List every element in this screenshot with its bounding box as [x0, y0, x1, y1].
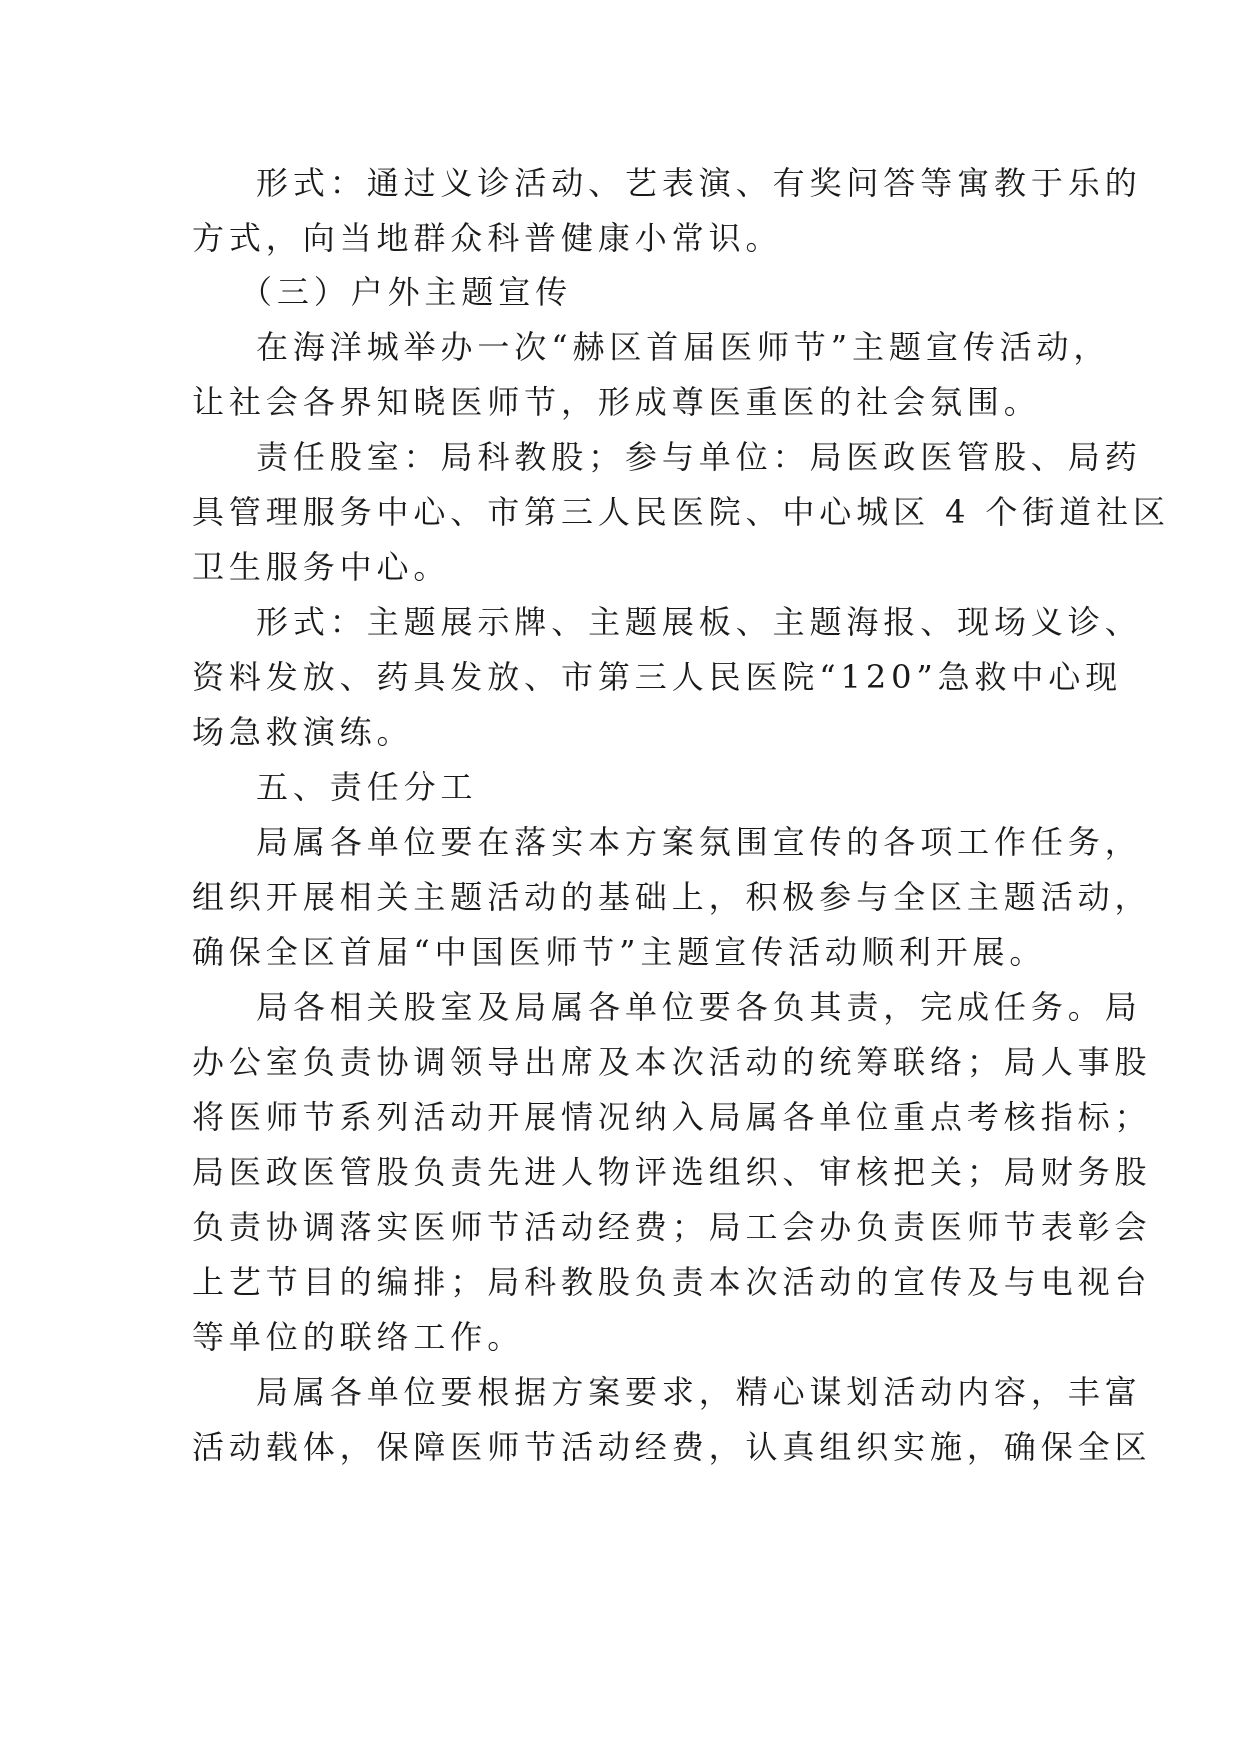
text-line: 责任股室：局科教股；参与单位：局医政医管股、局药: [256, 438, 1142, 476]
text-line: 在海洋城举办一次“赫区首届医师节”主题宣传活动，: [256, 328, 1111, 366]
text-line: 将医师节系列活动开展情况纳入局属各单位重点考核指标；: [192, 1098, 1152, 1136]
text-line: 等单位的联络工作。: [192, 1318, 525, 1356]
text-line: 上艺节目的编排；局科教股负责本次活动的宣传及与电视台: [192, 1263, 1152, 1301]
text-line: 让社会各界知晓医师节，形成尊医重医的社会氛围。: [192, 383, 1041, 421]
text-line: 活动载体，保障医师节活动经费，认真组织实施，确保全区: [192, 1428, 1152, 1466]
text-line: 局医政医管股负责先进人物评选组织、审核把关；局财务股: [192, 1153, 1152, 1191]
text-line: 形式：主题展示牌、主题展板、主题海报、现场义诊、: [256, 603, 1142, 641]
text-line: 组织开展相关主题活动的基础上，积极参与全区主题活动，: [192, 878, 1152, 916]
text-line: 负责协调落实医师节活动经费；局工会办负责医师节表彰会: [192, 1208, 1152, 1246]
text-line: 形式：通过义诊活动、艺表演、有奖问答等寓教于乐的: [256, 164, 1142, 202]
text-line: 办公室负责协调领导出席及本次活动的统筹联络；局人事股: [192, 1043, 1152, 1081]
text-line: 资料发放、药具发放、市第三人民医院“120”急救中心现: [192, 658, 1123, 696]
section-heading: 五、责任分工: [256, 768, 478, 806]
text-line: 方式，向当地群众科普健康小常识。: [192, 219, 783, 257]
text-line: 场急救演练。: [192, 713, 414, 751]
text-line: 卫生服务中心。: [192, 548, 451, 586]
text-line: 局各相关股室及局属各单位要各负其责，完成任务。局: [256, 988, 1142, 1026]
text-line: 具管理服务中心、市第三人民医院、中心城区 4 个街道社区: [192, 493, 1170, 531]
text-line: 局属各单位要根据方案要求，精心谋划活动内容，丰富: [256, 1373, 1142, 1411]
text-line: 确保全区首届“中国医师节”主题宣传活动顺利开展。: [192, 933, 1047, 971]
section-heading: （三）户外主题宣传: [240, 273, 573, 311]
text-line: 局属各单位要在落实本方案氛围宣传的各项工作任务，: [256, 823, 1142, 861]
